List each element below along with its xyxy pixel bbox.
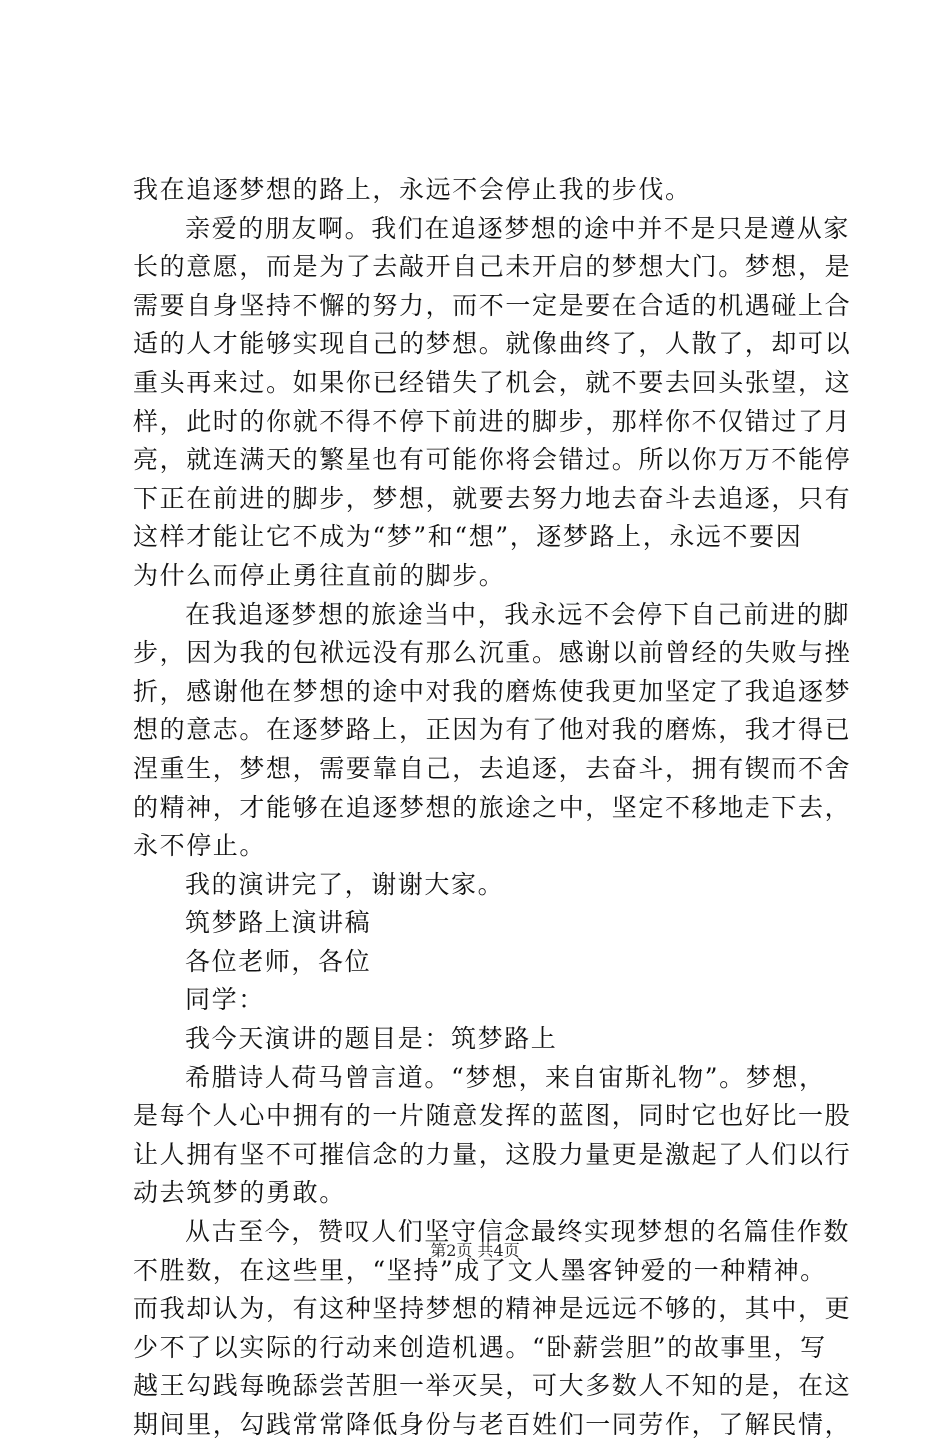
text-line: 涅重生，梦想，需要靠自己，去追逐，去奋斗，拥有锲而不舍 bbox=[133, 753, 852, 783]
text-line: 是每个人心中拥有的一片随意发挥的蓝图，同时它也好比一股 bbox=[133, 1101, 852, 1131]
text-line: 少不了以实际的行动来创造机遇。“卧薪尝胆”的故事里，写 bbox=[133, 1332, 827, 1362]
text-line: 各位老师，各位 bbox=[185, 946, 372, 976]
text-line: 下正在前进的脚步，梦想，就要去努力地去奋斗去追逐，只有 bbox=[133, 483, 852, 513]
text-line: 想的意志。在逐梦路上，正因为有了他对我的磨炼，我才得已 bbox=[133, 715, 852, 745]
text-line: 我在追逐梦想的路上，永远不会停止我的步伐。 bbox=[133, 175, 692, 204]
page-footer: 第2页 共4页 bbox=[430, 1241, 520, 1260]
text-line: 为什么而停止勇往直前的脚步。 bbox=[133, 560, 506, 590]
text-line: 亲爱的朋友啊。我们在追逐梦想的途中并不是只是遵从家 bbox=[185, 213, 851, 243]
text-line: 这样才能让它不成为“梦”和“想”，逐梦路上，永远不要因 bbox=[133, 522, 803, 552]
text-line: 永不停止。 bbox=[133, 831, 267, 861]
text-line: 而我却认为，有这种坚持梦想的精神是远远不够的，其中，更 bbox=[133, 1294, 852, 1324]
text-line: 让人拥有坚不可摧信念的力量，这股力量更是激起了人们以行 bbox=[133, 1139, 852, 1169]
text-line: 需要自身坚持不懈的努力，而不一定是要在合适的机遇碰上合 bbox=[133, 290, 852, 320]
text-line: 适的人才能够实现自己的梦想。就像曲终了，人散了，却可以 bbox=[133, 329, 852, 359]
text-line: 期间里，勾践常常降低身份与老百姓们一同劳作，了解民情， bbox=[133, 1410, 852, 1439]
text-line: 不胜数，在这些里，“坚持”成了文人墨客钟爱的一种精神。 bbox=[133, 1255, 827, 1285]
text-line: 样，此时的你就不得不停下前进的脚步，那样你不仅错过了月 bbox=[133, 406, 852, 436]
text-line: 在我追逐梦想的旅途当中，我永远不会停下自己前进的脚 bbox=[185, 599, 851, 629]
text-line: 越王勾践每晚舔尝苦胆一举灭吴，可大多数人不知的是，在这 bbox=[133, 1371, 852, 1401]
text-line: 我今天演讲的题目是：筑梦路上 bbox=[185, 1024, 558, 1054]
text-line: 折，感谢他在梦想的途中对我的磨炼使我更加坚定了我追逐梦 bbox=[133, 676, 852, 706]
text-line: 希腊诗人荷马曾言道。“梦想，来自宙斯礼物”。梦想， bbox=[185, 1062, 826, 1092]
text-line: 从古至今，赞叹人们坚守信念最终实现梦想的名篇佳作数 bbox=[185, 1217, 851, 1247]
text-line: 动去筑梦的勇敢。 bbox=[133, 1178, 346, 1208]
text-line: 我的演讲完了，谢谢大家。 bbox=[185, 869, 505, 899]
text-line: 亮，就连满天的繁星也有可能你将会错过。所以你万万不能停 bbox=[133, 445, 852, 475]
text-line: 的精神，才能够在追逐梦想的旅途之中，坚定不移地走下去， bbox=[133, 792, 852, 822]
text-line: 长的意愿，而是为了去敲开自己未开启的梦想大门。梦想，是 bbox=[133, 252, 852, 282]
text-line: 筑梦路上演讲稿 bbox=[185, 908, 372, 938]
text-line: 同学： bbox=[185, 985, 265, 1015]
text-line: 步，因为我的包袱远没有那么沉重。感谢以前曾经的失败与挫 bbox=[133, 638, 852, 668]
text-line: 重头再来过。如果你已经错失了机会，就不要去回头张望，这 bbox=[133, 367, 852, 397]
